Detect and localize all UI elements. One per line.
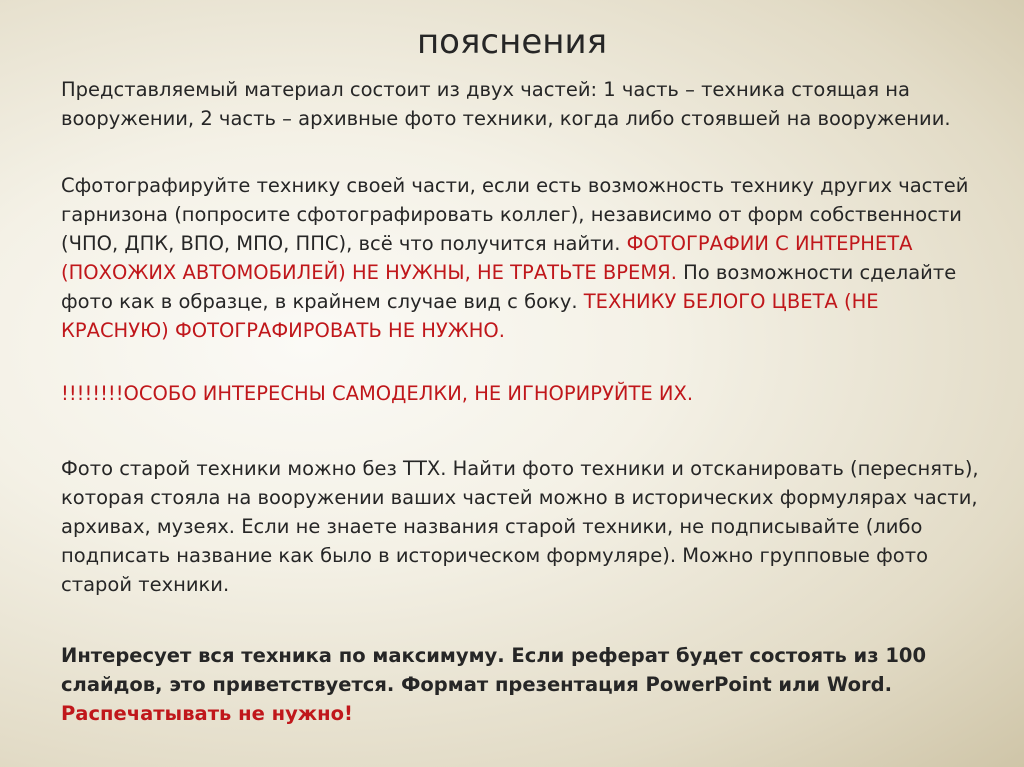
paragraph-old-equipment bbox=[61, 454, 981, 599]
paragraph-summary bbox=[61, 641, 981, 728]
summary-no-print: Распечатывать не нужно! bbox=[61, 702, 353, 725]
paragraph-homemade bbox=[61, 379, 981, 408]
instructions-text-2: По возможности сделайте фото как в образце, в крайнем случае вид с боку. bbox=[61, 261, 957, 313]
summary-text: Интересует вся техника по максимуму. Если реферат будет состоять из 100 слайдов, это приветствуется. Формат презентация PowerPoint или Word. bbox=[61, 644, 927, 696]
instructions-text-1: Сфотографируйте технику своей части, если есть возможность технику других частей гарнизона (попросите сфотографировать коллег), независимо от форм собственности (ЧПО, ДПК, ВПО, МПО, ППС), всё что получится найти. bbox=[61, 174, 969, 255]
instructions-warning-white-vehicles: ТЕХНИКУ БЕЛОГО ЦВЕТА (НЕ КРАСНУЮ) ФОТОГРАФИРОВАТЬ НЕ НУЖНО. bbox=[61, 290, 879, 342]
slide-title: пояснения bbox=[416, 22, 608, 62]
homemade-highlight: !!!!!!!!ОСОБО ИНТЕРЕСНЫ САМОДЕЛКИ, НЕ ИГНОРИРУЙТЕ ИХ. bbox=[61, 382, 694, 405]
instructions-warning-internet: ФОТОГРАФИИ С ИНТЕРНЕТА (ПОХОЖИХ АВТОМОБИЛЕЙ) НЕ НУЖНЫ, НЕ ТРАТЬТЕ ВРЕМЯ. bbox=[61, 232, 913, 284]
paragraph-materials bbox=[61, 75, 981, 133]
paragraph-materials-text: Представляемый материал состоит из двух частей: 1 часть – техника стоящая на вооружении, 2 часть – архивные фото техники, когда либо стоявшей на вооружении. bbox=[61, 78, 951, 130]
old-equipment-text: Фото старой техники можно без ТТХ. Найти фото техники и отсканировать (переснять), которая стояла на вооружении ваших частей можно в исторических формулярах части, архивах, музеях. Если не знаете названия старой техники, не подписывайте (либо подписать название как было в историческом формуляре). Можно групповые фото старой техники. bbox=[61, 457, 979, 596]
paragraph-photo-instructions bbox=[61, 171, 981, 345]
